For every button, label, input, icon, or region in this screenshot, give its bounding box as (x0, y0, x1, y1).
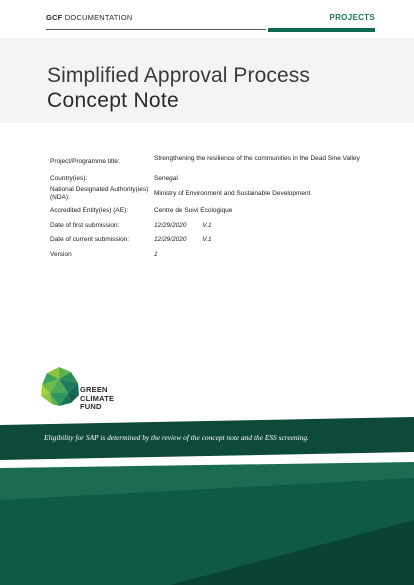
logo-line: CLIMATE (80, 393, 115, 403)
field-value: Senegal (154, 175, 178, 182)
field-value: Ministry of Environment and Sustainable Development (154, 190, 311, 197)
version-value: V.1 (202, 236, 212, 243)
field-label: Country(ies): (50, 175, 88, 182)
gcf-logo-wordmark (80, 386, 114, 412)
date-value: 12/29/2020 (154, 222, 187, 229)
field-label: Version (50, 251, 72, 258)
date-value: 12/29/2020 (154, 236, 187, 243)
field-value: Centre de Suivi Ecologique (154, 207, 233, 214)
page-subtitle: Concept Note (47, 89, 180, 112)
logo-line: GREEN (80, 385, 108, 394)
doc-type-suffix: DOCUMENTATION (64, 13, 133, 22)
eligibility-note: Eligibility for SAP is determined by the review of the concept note and the ESS screening. (44, 433, 309, 442)
page-title: Simplified Approval Process (47, 64, 310, 87)
field-label: Project/Programme title: (50, 158, 120, 165)
field-value: 1 (154, 251, 158, 258)
field-label: Date of first submission: (50, 222, 120, 229)
field-label: National Designated Authority(ies) (NDA): (50, 186, 149, 201)
doc-type-prefix: GCF (46, 13, 63, 22)
section-tag: PROJECTS (329, 13, 375, 22)
field-label: Date of current submission: (50, 236, 130, 243)
field-label: Accredited Entity(ies) (AE): (50, 207, 129, 214)
logo-line: FUND (80, 402, 102, 411)
version-value: V.1 (202, 222, 212, 229)
field-value: Strengthening the resilience of the communities in the Dead Sine Valley (154, 155, 360, 162)
gcf-logo-icon (38, 366, 80, 408)
